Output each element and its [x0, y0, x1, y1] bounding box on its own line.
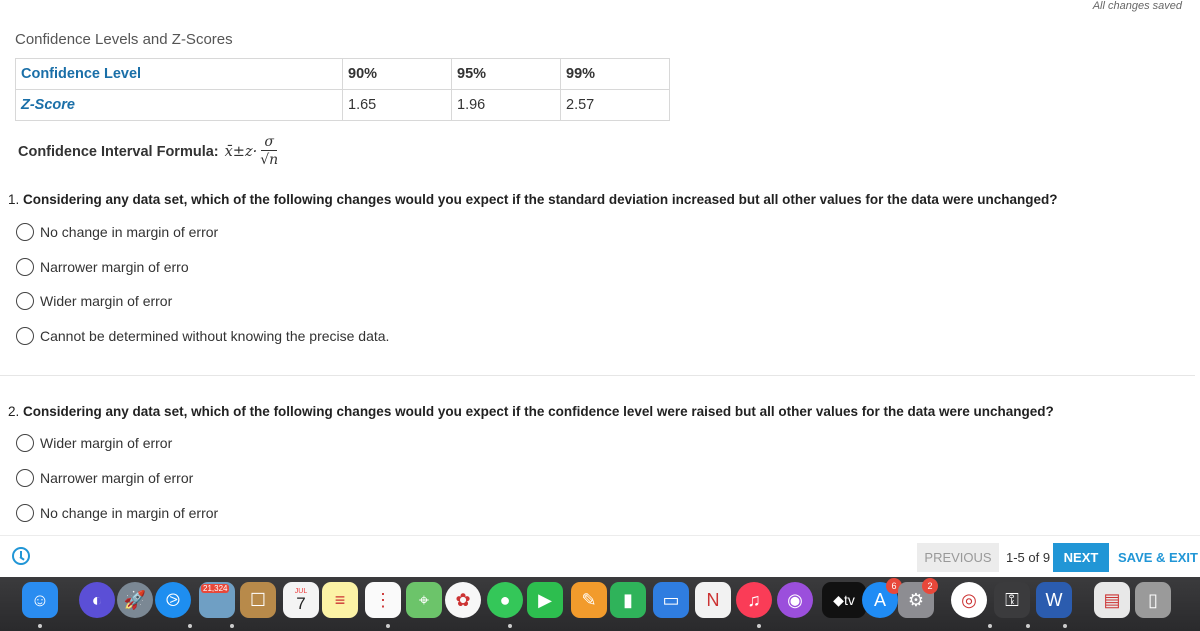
- photos-icon[interactable]: ✿: [445, 582, 481, 618]
- keychain-icon[interactable]: ⚿: [994, 582, 1030, 618]
- question-number: 2.: [8, 404, 20, 419]
- news-icon[interactable]: N: [695, 582, 731, 618]
- system-preferences-badge: 2: [922, 578, 938, 594]
- row-header-confidence-level: Confidence Level: [16, 59, 343, 90]
- app-store-badge: 6: [886, 578, 902, 594]
- formula-math: [225, 134, 279, 169]
- pages-icon[interactable]: ✎: [571, 582, 607, 618]
- safari-icon[interactable]: ⧁: [155, 582, 191, 618]
- notes-icon[interactable]: ≡: [322, 582, 358, 618]
- radio-button[interactable]: [16, 258, 34, 276]
- calendar-day: 7: [296, 593, 306, 613]
- option-label: Cannot be determined without knowing the precise data.: [40, 328, 390, 344]
- finder-icon[interactable]: ☺: [22, 582, 58, 618]
- radio-button[interactable]: [16, 223, 34, 241]
- formula-fraction: [260, 134, 278, 169]
- trash-icon[interactable]: ▯: [1135, 582, 1171, 618]
- reminders-icon[interactable]: ⋮: [365, 582, 401, 618]
- question-divider: [0, 375, 1195, 376]
- save-status: All changes saved: [1092, 0, 1182, 12]
- contacts-icon[interactable]: ☐: [240, 582, 276, 618]
- running-indicator: [1063, 624, 1067, 628]
- tv-icon[interactable]: ◆tv: [822, 582, 866, 618]
- messages-icon[interactable]: ●: [487, 582, 523, 618]
- question-text: Considering any data set, which of the following changes would you expect if the standard deviation increased but all other values for the data were unchanged?: [23, 192, 1058, 207]
- running-indicator: [38, 624, 42, 628]
- maps-icon[interactable]: ⌖: [406, 582, 442, 618]
- calendar-month: JUL: [294, 587, 308, 595]
- q1-option-2[interactable]: [16, 258, 189, 276]
- calendar-icon[interactable]: [283, 582, 319, 618]
- table-cell: 99%: [561, 59, 670, 90]
- formula-numerator: σ: [261, 134, 277, 151]
- q2-option-1[interactable]: [16, 434, 172, 452]
- launchpad-icon[interactable]: 🚀: [117, 582, 153, 618]
- macos-dock: [0, 577, 1200, 631]
- option-label: Wider margin of error: [40, 293, 173, 309]
- music-icon[interactable]: ♫: [736, 582, 772, 618]
- table-cell: 1.65: [343, 90, 452, 121]
- app-store-icon[interactable]: A 6: [862, 582, 898, 618]
- running-indicator: [230, 624, 234, 628]
- mail-unread-badge: 21,324: [203, 584, 228, 593]
- running-indicator: [508, 624, 512, 628]
- table-cell: 90%: [343, 59, 452, 90]
- word-icon[interactable]: W: [1036, 582, 1072, 618]
- radio-button[interactable]: [16, 504, 34, 522]
- next-button[interactable]: NEXT: [1053, 543, 1109, 572]
- q1-option-3[interactable]: [16, 292, 172, 310]
- z-score-table: [15, 58, 670, 121]
- radio-button[interactable]: [16, 327, 34, 345]
- reference-title: Confidence Levels and Z-Scores: [15, 31, 233, 48]
- question-text: Considering any data set, which of the following changes would you expect if the confidence level were raised but all other values for the data were unchanged?: [23, 404, 1054, 419]
- running-indicator: [1026, 624, 1030, 628]
- table-cell: 2.57: [561, 90, 670, 121]
- table-row: [16, 59, 670, 90]
- q2-option-2[interactable]: [16, 469, 193, 487]
- keynote-icon[interactable]: ▭: [653, 582, 689, 618]
- q1-option-1[interactable]: [16, 223, 218, 241]
- numbers-icon[interactable]: ▮: [610, 582, 646, 618]
- running-indicator: [386, 624, 390, 628]
- row-header-z-score: Z-Score: [16, 90, 343, 121]
- confidence-interval-formula: [18, 134, 278, 169]
- facetime-icon[interactable]: ▶: [527, 582, 563, 618]
- save-exit-button[interactable]: SAVE & EXIT: [1118, 550, 1198, 565]
- chrome-icon[interactable]: ◎: [951, 582, 987, 618]
- question-number: 1.: [8, 192, 20, 207]
- option-label: Narrower margin of error: [40, 470, 194, 486]
- q1-option-4[interactable]: [16, 327, 389, 345]
- formula-denominator: √n: [260, 152, 279, 168]
- table-cell: 95%: [452, 59, 561, 90]
- running-indicator: [188, 624, 192, 628]
- option-label: No change in margin of error: [40, 224, 219, 240]
- pagination-label: 1-5 of 9: [1006, 550, 1051, 565]
- quiz-footer: [0, 535, 1200, 577]
- table-row: [16, 90, 670, 121]
- question-2: [8, 404, 1054, 419]
- siri-icon[interactable]: ◐: [79, 582, 115, 618]
- podcasts-icon[interactable]: ◉: [777, 582, 813, 618]
- running-indicator: [757, 624, 761, 628]
- radio-button[interactable]: [16, 434, 34, 452]
- preview-icon[interactable]: ▤: [1094, 582, 1130, 618]
- radio-button[interactable]: [16, 292, 34, 310]
- system-preferences-icon[interactable]: ⚙ 2: [898, 582, 934, 618]
- mail-icon[interactable]: [199, 582, 235, 618]
- option-label: No change in margin of error: [40, 505, 219, 521]
- option-label: Wider margin of error: [40, 435, 173, 451]
- table-cell: 1.96: [452, 90, 561, 121]
- timer-icon[interactable]: [12, 547, 30, 565]
- radio-button[interactable]: [16, 469, 34, 487]
- formula-label: Confidence Interval Formula:: [18, 143, 219, 160]
- q2-option-3[interactable]: [16, 504, 218, 522]
- running-indicator: [988, 624, 992, 628]
- formula-prefix: x̄±z·: [224, 143, 258, 160]
- previous-button[interactable]: PREVIOUS: [917, 543, 999, 572]
- question-1: [8, 192, 1057, 207]
- option-label: Narrower margin of erro: [40, 259, 189, 275]
